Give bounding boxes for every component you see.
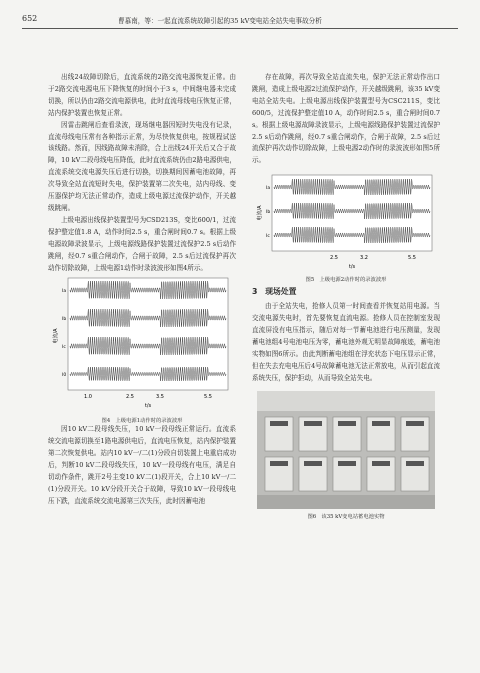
channel-label: Ib [266, 210, 271, 216]
left-column [48, 72, 236, 508]
battery-terminal [338, 461, 356, 466]
battery-terminal [304, 461, 322, 466]
channel-label: Ib [62, 317, 67, 323]
x-tick-label: 1.0 [84, 394, 92, 401]
figure-4-plot [48, 274, 236, 412]
figure-6-caption: 图6 该35 kV变电站蓄电池实物 [307, 513, 385, 520]
x-tick-label: 3.5 [156, 394, 164, 401]
x-axis-label: t/s [348, 264, 356, 271]
figure-5-plot [252, 171, 440, 271]
battery-terminal [270, 421, 288, 426]
x-axis-label: t/s [144, 403, 152, 410]
right-column [252, 72, 440, 522]
header-rule [22, 28, 458, 29]
channel-label: I0 [62, 373, 67, 379]
battery-terminal [372, 421, 390, 426]
battery-terminal [270, 461, 288, 466]
battery-terminal [406, 421, 424, 426]
x-tick-label: 5.5 [204, 394, 212, 401]
battery-terminal [406, 461, 424, 466]
y-axis-label: 电流/A [257, 205, 263, 221]
battery-terminal [338, 421, 356, 426]
running-header [22, 12, 458, 26]
paragraph: 存在故障，再次导致全站直流失电，保护无法正常动作出口跳闸，造成上级电源2过流保护动作，开关越级跳闸，该35 kV变电站全站失电。上级电源出线保护装置型号为CSC211S，变比600/5，过流保护整定值10 A，动作时间2.5 s，重合闸时间0.7 s。根据上级电源故障录波显示，上级电源线路保护装置过流保护2.5 s后动作跳闸，经0.7 s重合闸动作，合闸于故障，2.5 s后过流保护再次动作切除故障，上级电源2动作时的录波波形如图5所示。 [252, 73, 440, 165]
x-tick-label: 3.2 [360, 255, 368, 262]
paragraph: 出线24故障切除后，直流系统的2路交流电源恢复正常。由于2路交流电源电压下降恢复的时间小于3 s，中间继电器未完成切换，所以仍由2路交流电源供电，此时直流母线电压恢复正常，站内保护装置也恢复正常。 [48, 73, 236, 117]
paragraph: 由于全站失电，抢修人员第一时间查看并恢复站用电源。当交流电源失电时，首先要恢复直流电源。抢修人员在控制室发现直流屏没有电压指示，随后对每一节蓄电池进行电压测量，发现蓄电池组4号电池电压为零，蓄电池外观无明显故障痕迹，蓄电池实物如图6所示。由此判断蓄电池组在浮充状态下电压显示正常，但在失去充电电压后4号故障蓄电池无法正常放电，从而引起直流系统失压，保护拒动，从而导致全站失电。 [252, 302, 440, 382]
figure-5-caption: 图5 上级电源2动作时的录波波形 [305, 277, 387, 284]
running-title: 曹慕南，等：一起直流系统故障引起的35 kV变电站全站失电事故分析 [118, 17, 322, 25]
x-tick-label: 2.5 [126, 394, 134, 401]
paragraph: 因雷击跳闸后查看录波，现场继电器因短时失电没有记录，直流母线电压常有各种指示正常，为尽快恢复供电，按规程试送该线路。然而，因线路故障未消除，合上出线24开关后又合于故障，10 kV二段母线电压降低，此时直流系统仍由2路电源供电，直流系统交流电源失压后进行切换，切换期间因蓄电池故障，再次导致全站直流短时失电，保护装置第二次失电，站内母线、变压器保护均无法正常动作，造成上级电源过流保护动作，开关越级跳闸。 [48, 120, 236, 212]
battery-terminal [304, 421, 322, 426]
figure-5 [252, 171, 440, 284]
channel-label: Ic [266, 234, 270, 240]
channel-label: Ia [62, 289, 67, 295]
y-axis-label: 电流/A [53, 328, 59, 344]
page-number: 652 [22, 14, 38, 23]
battery-terminal [372, 461, 390, 466]
figure-4-caption: 图4 上级电源1动作时的录波波形 [101, 418, 183, 425]
figure-4 [48, 274, 236, 424]
paragraph: 上级电源出线保护装置型号为CSD213S，变比600/1，过流保护整定值1.8 A，动作时间2.5 s，重合闸时间0.7 s。根据上级电源故障录波显示，上级电源线路保护装置过流保护2.5 s后动作跳闸，经0.7 s重合闸动作，合闸于故障，2.5 s后过流保护再次动作切除故障，上级电源1动作时录波波形如图4所示。 [48, 215, 236, 272]
channel-label: Ia [266, 186, 271, 192]
x-tick-label: 5.5 [408, 255, 416, 262]
channel-label: Ic [62, 345, 66, 351]
paragraph: 因10 kV二段母线失压，10 kV一段母线正常运行。直流系统交流电源切换至1路电源供电后，直流电压恢复，站内保护装置第二次恢复供电。站内10 kV一/二(1)分段自切装置上电重启成功后，判断10 kV二段母线失压，10 kV一段母线有电压，满足自切动作条件，跳开2号主变10 kV二(1)段开关，合上10 kV一/二(1)分段开关。10 kV分段开关合于故障，导致10 kV一段母线电压下跌，直流系统交流电源第三次失压，此时因蓄电池 [48, 425, 236, 505]
battery-photo-image [257, 391, 435, 509]
battery-photo [257, 391, 435, 509]
section-heading: 3 现场处置 [252, 287, 297, 297]
x-tick-label: 2.5 [330, 255, 338, 262]
